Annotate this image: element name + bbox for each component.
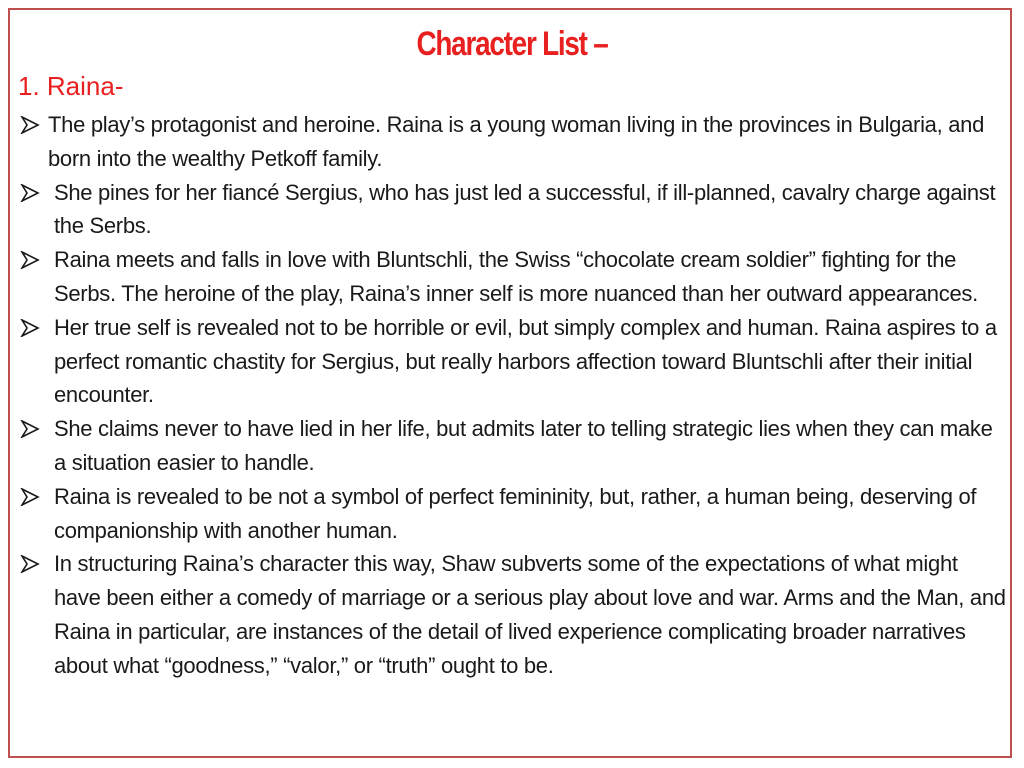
list-item: [10, 412, 1010, 480]
arrowhead-bullet-icon: [20, 420, 40, 438]
arrowhead-bullet-icon: [20, 116, 40, 134]
arrowhead-bullet-icon: [20, 319, 40, 337]
bullet-text: The play’s protagonist and heroine. Raina is a young woman living in the provinces in Bulgaria, and born into the wealthy Petkoff family.: [48, 112, 985, 171]
bullet-text: Raina meets and falls in love with Bluntschli, the Swiss “chocolate cream soldier” fighting for the Serbs. The heroine of the play, Raina’s inner self is more nuanced than her outward appearances.: [54, 247, 978, 306]
arrowhead-bullet-icon: [20, 184, 40, 202]
page-title: Character List –: [416, 25, 608, 63]
arrowhead-bullet-icon: [20, 251, 40, 269]
list-item: [10, 176, 1010, 244]
list-item: [10, 311, 1010, 412]
bullet-text: Her true self is revealed not to be horrible or evil, but simply complex and human. Raina aspires to a perfect romantic chastity for Sergius, but really harbors affection toward Bluntschli after their initial encounter.: [54, 314, 997, 408]
list-item: [10, 480, 1010, 548]
bullet-text: She claims never to have lied in her life, but admits later to telling strategic lies when they can make a situation easier to handle.: [54, 416, 993, 475]
bullet-text: Raina is revealed to be not a symbol of perfect femininity, but, rather, a human being, deserving of companionship with another human.: [54, 483, 977, 543]
bullet-text: In structuring Raina’s character this way, Shaw subverts some of the expectations of what might have been either a comedy of marriage or a serious play about love and war. Arms and the Man, and Raina in particular, are instances of the detail of lived experience complicating broader narratives about what “goodness,” “valor,” or “truth” ought to be.: [54, 551, 1006, 678]
bullet-text: She pines for her fiancé Sergius, who has just led a successful, if ill-planned, cavalry charge against the Serbs.: [54, 179, 996, 239]
arrowhead-bullet-icon: [20, 488, 40, 506]
list-item: [10, 547, 1010, 682]
slide: [8, 8, 1012, 758]
section-heading: 1. Raina-: [18, 71, 124, 101]
list-item: [10, 243, 1010, 311]
list-item: [10, 108, 1010, 176]
bullet-list: [10, 108, 1010, 683]
arrowhead-bullet-icon: [20, 555, 40, 573]
